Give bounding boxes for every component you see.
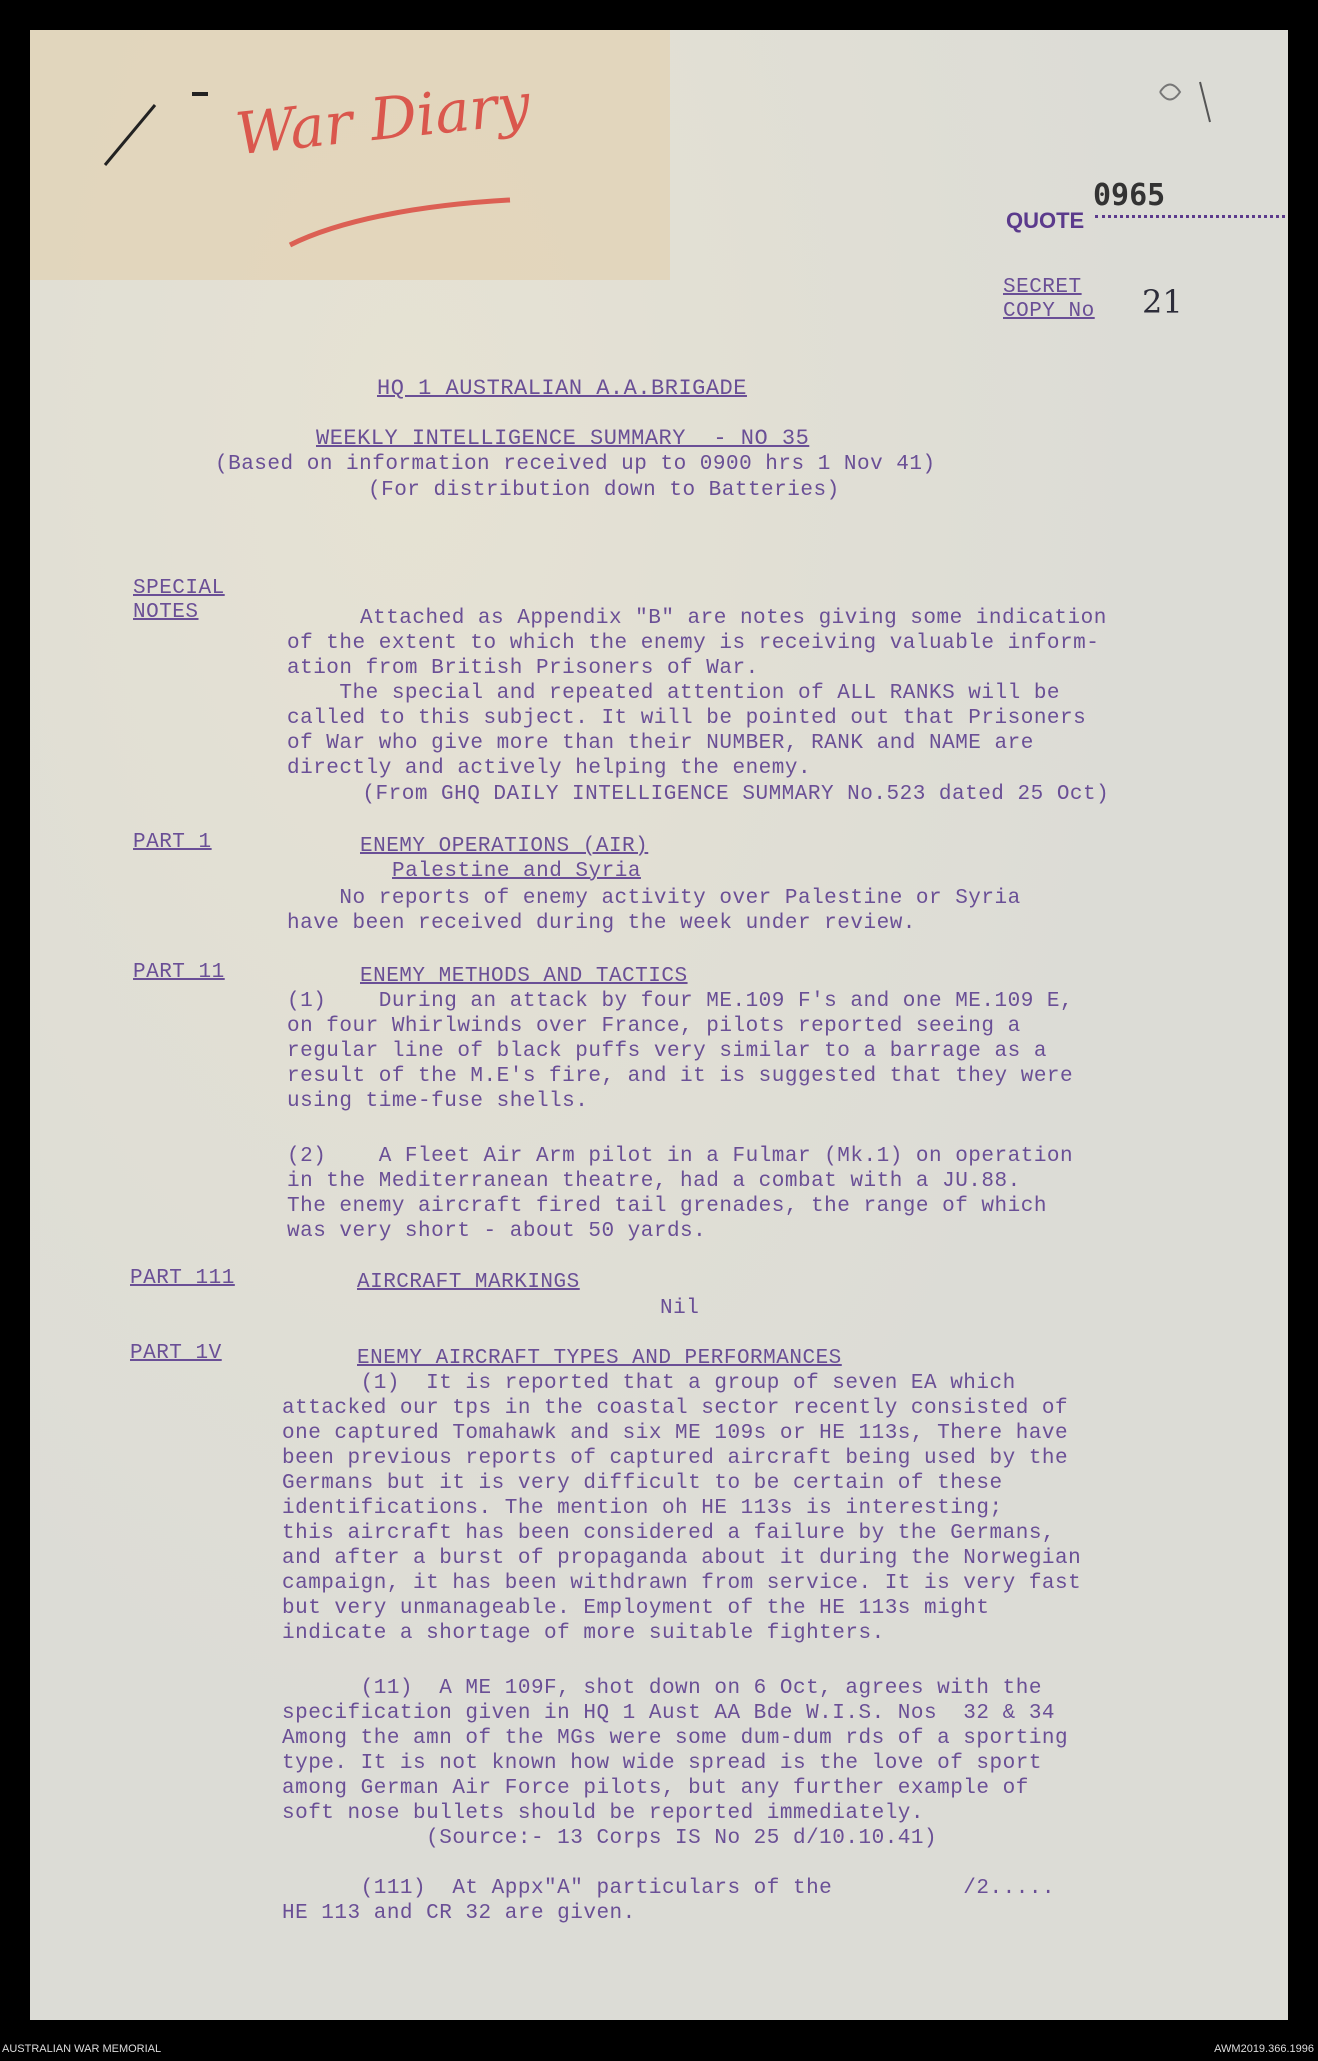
footer-credit: AUSTRALIAN WAR MEMORIAL — [2, 2043, 162, 2055]
quote-label: QUOTE — [1006, 208, 1085, 233]
part-2-line: on four Whirlwinds over France, pilots reported seeing a — [287, 1015, 1021, 1038]
copy-label: COPY No — [1003, 300, 1095, 323]
part-2-label: PART 11 — [133, 961, 225, 984]
part-4-heading: ENEMY AIRCRAFT TYPES AND PERFORMANCES — [357, 1347, 842, 1370]
special-notes-label: SPECIAL — [133, 577, 225, 600]
margin-dash — [192, 92, 208, 96]
part-4-line: (1) It is reported that a group of seven EA which — [282, 1372, 1016, 1395]
part-4-line: among German Air Force pilots, but any further example of — [282, 1777, 1029, 1800]
part-4-line: and after a burst of propaganda about it during the Norwegian — [282, 1547, 1082, 1570]
part-4-line: (111) At Appx"A" particulars of the /2..... — [282, 1877, 1056, 1900]
pencil-mark — [95, 95, 175, 175]
part-2-line: The enemy aircraft fired tail grenades, the range of which — [287, 1195, 1047, 1218]
special-notes-line: ation from British Prisoners of War. — [287, 657, 759, 680]
special-notes-line: of War who give more than their NUMBER, RANK and NAME are — [287, 732, 1034, 755]
part-4-line: campaign, it has been withdrawn from service. It is very fast — [282, 1572, 1082, 1595]
document-subtitle: (Based on information received up to 0900 hrs 1 Nov 41) — [215, 453, 936, 476]
part-4-line: been previous reports of captured aircraft being used by the — [282, 1447, 1069, 1470]
part-4-line: (11) A ME 109F, shot down on 6 Oct, agrees with the — [282, 1677, 1042, 1700]
part-4-line: Germans but it is very difficult to be certain of these — [282, 1472, 1003, 1495]
copy-number: 21 — [1142, 283, 1183, 321]
part-2-line: (1) During an attack by four ME.109 F's and one ME.109 E, — [287, 990, 1074, 1013]
part-3-label: PART 111 — [130, 1267, 235, 1290]
part-1-line: No reports of enemy activity over Palestine or Syria — [287, 887, 1021, 910]
part-2-heading: ENEMY METHODS AND TACTICS — [360, 965, 688, 988]
part-2-line: was very short - about 50 yards. — [287, 1220, 707, 1243]
part-4-line: identifications. The mention oh HE 113s is interesting; — [282, 1497, 1003, 1520]
part-2-line: regular line of black puffs very similar to a barrage as a — [287, 1040, 1047, 1063]
special-notes-line: directly and actively helping the enemy. — [287, 757, 812, 780]
part-4-label: PART 1V — [130, 1342, 222, 1365]
security-classification: SECRET — [1003, 276, 1082, 299]
footer-reference: AWM2019.366.1996 — [1214, 2043, 1314, 2055]
part-4-line: type. It is not known how wide spread is the love of sport — [282, 1752, 1042, 1775]
part-4-line: specification given in HQ 1 Aust AA Bde W.I.S. Nos 32 & 34 — [282, 1702, 1056, 1725]
part-1-line: have been received during the week under review. — [287, 912, 916, 935]
handwritten-note: War Diary — [232, 69, 534, 169]
part-4-line: attacked our tps in the coastal sector recently consisted of — [282, 1397, 1069, 1420]
part-3-body: Nil — [660, 1297, 700, 1320]
stamp-number: 0965 — [1093, 178, 1166, 213]
part-2-line: result of the M.E's fire, and it is suggested that they were — [287, 1065, 1074, 1088]
special-notes-line: of the extent to which the enemy is receiving valuable inform- — [287, 632, 1100, 655]
special-notes-label-2: NOTES — [133, 601, 199, 624]
distribution-note: (For distribution down to Batteries) — [368, 479, 840, 502]
part-2-line: (2) A Fleet Air Arm pilot in a Fulmar (Mk.1) on operation — [287, 1145, 1074, 1168]
part-1-heading: ENEMY OPERATIONS (AIR) — [360, 835, 649, 858]
part-4-source: (Source:- 13 Corps IS No 25 d/10.10.41) — [282, 1827, 938, 1850]
pencil-annotation — [1150, 72, 1220, 132]
part-1-subheading: Palestine and Syria — [392, 860, 641, 883]
special-notes-line: Attached as Appendix "B" are notes giving some indication — [360, 607, 1107, 630]
quote-dotted-line — [1095, 215, 1285, 218]
part-1-label: PART 1 — [133, 831, 212, 854]
document-title: WEEKLY INTELLIGENCE SUMMARY - NO 35 — [316, 426, 810, 451]
part-2-line: using time-fuse shells. — [287, 1090, 589, 1113]
special-notes-line: The special and repeated attention of ALL RANKS will be — [287, 682, 1061, 705]
part-4-line: Among the amn of the MGs were some dum-dum rds of a sporting — [282, 1727, 1069, 1750]
red-underline-stroke — [280, 190, 520, 260]
unit-heading: HQ 1 AUSTRALIAN A.A.BRIGADE — [377, 376, 747, 401]
special-notes-source: (From GHQ DAILY INTELLIGENCE SUMMARY No.523 dated 25 Oct) — [310, 783, 1110, 806]
part-4-line: this aircraft has been considered a failure by the Germans, — [282, 1522, 1056, 1545]
part-4-line: one captured Tomahawk and six ME 109s or HE 113s, There have — [282, 1422, 1069, 1445]
part-3-heading: AIRCRAFT MARKINGS — [357, 1271, 580, 1294]
part-4-line: HE 113 and CR 32 are given. — [282, 1902, 636, 1925]
special-notes-line: called to this subject. It will be pointed out that Prisoners — [287, 707, 1087, 730]
part-4-line: indicate a shortage of more suitable fighters. — [282, 1622, 885, 1645]
part-4-line: soft nose bullets should be reported immediately. — [282, 1802, 925, 1825]
part-2-line: in the Mediterranean theatre, had a combat with a JU.88. — [287, 1170, 1021, 1193]
part-4-line: but very unmanageable. Employment of the HE 113s might — [282, 1597, 990, 1620]
